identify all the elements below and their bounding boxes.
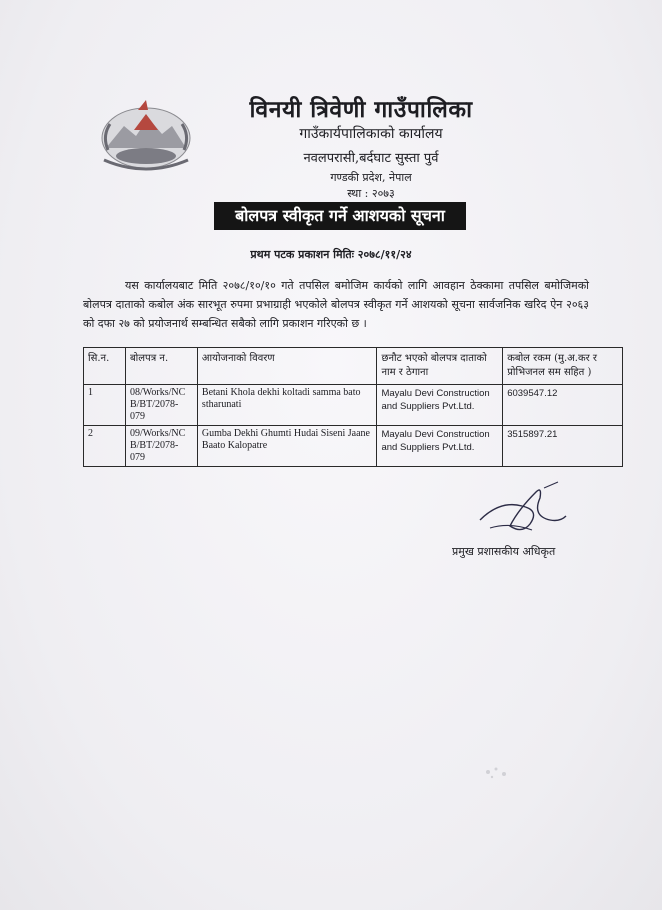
- publication-date: प्रथम पटक प्रकाशन मितिः २०७८/११/२४: [250, 248, 412, 261]
- table-header-row: [84, 348, 623, 385]
- cell-amount: 6039547.12: [503, 385, 623, 426]
- signature-mark: [470, 480, 570, 540]
- col-header-bid-no: बोलपत्र न.: [125, 348, 197, 385]
- cell-amount: 3515897.21: [503, 426, 623, 467]
- cell-project: Gumba Dekhi Ghumti Hudai Siseni Jaane Baato Kalopatre: [197, 426, 377, 467]
- province: गण्डकी प्रदेश, नेपाल: [330, 171, 412, 184]
- col-header-amount: कबोल रकम (मु.अ.कर र प्रोभिजनल सम सहित ): [503, 348, 623, 385]
- paper-smudge: [478, 760, 518, 784]
- cell-bid-no: 09/Works/NC B/BT/2078-079: [125, 426, 197, 467]
- col-header-bidder: छनौट भएको बोलपत्र दाताको नाम र ठेगाना: [377, 348, 503, 385]
- office-address: नवलपरासी,बर्दघाट सुस्ता पुर्व: [303, 151, 439, 166]
- office-name: विनयी त्रिवेणी गाउँपालिका: [249, 96, 473, 123]
- signatory-title: प्रमुख प्रशासकीय अधिकृत: [452, 545, 556, 558]
- cell-bidder: Mayalu Devi Construction and Suppliers Pvt.Ltd.: [377, 426, 503, 467]
- cell-project: Betani Khola dekhi koltadi samma bato stharunati: [197, 385, 377, 426]
- notice-body: यस कार्यालयबाट मिति २०७८/१०/१० गते तपसिल बमोजिम कार्यको लागि आवहान ठेक्कामा तपसिल बमोजिमको बोलपत्र दाताको कबोल अंक सारभूत रुपमा प्रभाग्राही भएकोले बोलपत्र स्वीकृत गर्ने आशयको सूचना सार्वजनिक खरिद ऐन २०६३ को दफा २७ को प्रयोजनार्थ सम्बन्धित सबैको लागि प्रकाशन गरिएको छ ।: [83, 279, 589, 330]
- col-header-project: आयोजनाको विवरण: [197, 348, 377, 385]
- table-row: [84, 385, 623, 426]
- col-header-sn: सि.न.: [84, 348, 126, 385]
- cell-bid-no: 08/Works/NC B/BT/2078-079: [125, 385, 197, 426]
- cell-bidder: Mayalu Devi Construction and Suppliers Pvt.Ltd.: [377, 385, 503, 426]
- cell-sn: 1: [84, 385, 126, 426]
- established: स्था : २०७३: [347, 187, 395, 200]
- notice-title-banner: बोलपत्र स्वीकृत गर्ने आशयको सूचना: [214, 202, 466, 230]
- bid-table: [83, 347, 623, 467]
- table-row: [84, 426, 623, 467]
- office-type: गाउँकार्यपालिकाको कार्यालय: [299, 126, 443, 142]
- cell-sn: 2: [84, 426, 126, 467]
